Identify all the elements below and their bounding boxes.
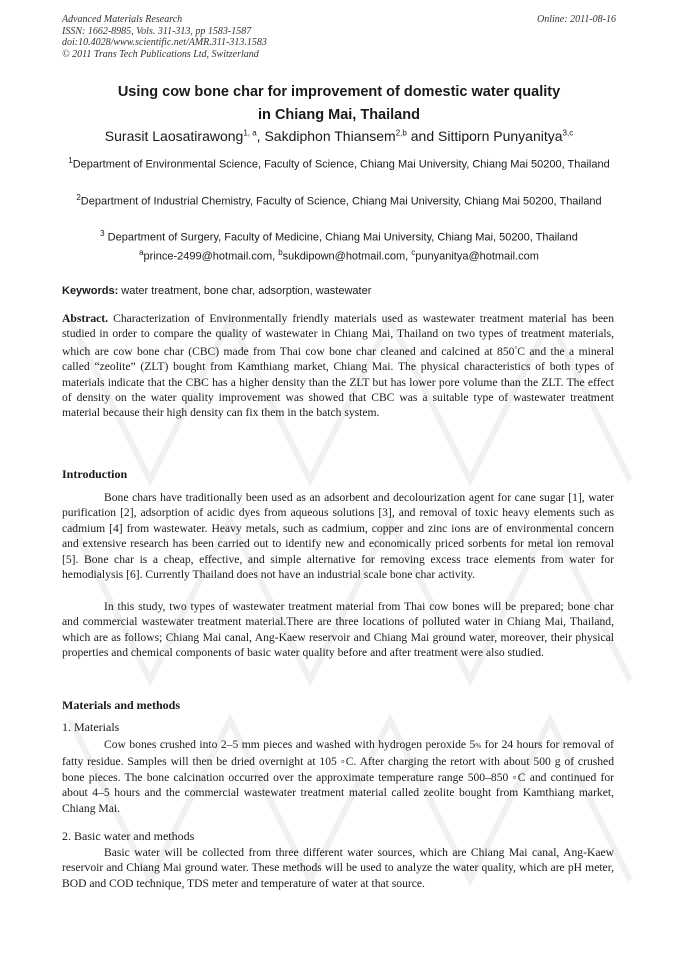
keywords-label: Keywords:	[62, 285, 119, 297]
author-name: Surasit Laosatirawong	[104, 128, 244, 144]
materials-subheading: 1. Materials	[62, 720, 120, 734]
online-date: Online: 2011-08-16	[537, 14, 616, 25]
materials-text-part2: for 24 hours for removal of fatty residue. Samples will then be dried overnight at 105 ◦C. After charging the retort with about 500 g of crushed bone pieces. The bone calcination occurred over the approximate temperature range 500–850 ◦C and continued for about 4–5 hours and the commercial wastewater treatment material called zeolite bought from Kamthiang market, Chiang Mai.	[62, 738, 614, 815]
paper-title-line-1: Using cow bone char for improvement of domestic water quality	[117, 84, 561, 100]
affiliation-text: Department of Environmental Science, Faculty of Science, Chiang Mai University, Chiang Mai 50200, Thailand	[72, 158, 610, 171]
email-link[interactable]: prince-2499@hotmail.com,	[143, 250, 279, 263]
author-emails	[62, 248, 616, 263]
basic-water-paragraph: Basic water will be collected from three different water sources, which are Chiang Mai canal, Ang-Kaew reservoir and Chiang Mai ground water. These methods will be used to analyze the water quality, which are pH meter, BOD and COD technique, TDS meter and temperature of water at that source.	[62, 846, 614, 890]
paper-title-line-2: in Chiang Mai, Thailand	[258, 107, 420, 123]
introduction-paragraph-2: In this study, two types of wastewater treatment material from Thai cow bones will be prepared; bone char and commercial wastewater treatment material.There are three locations of polluted water in Chiang Mai, Thailand, which are as follows; Chiang Mai canal, Ang-Kaew reservoir and Chiang Mai ground water, moreover, their physical properties and chemical components of basic water quality before and after treatment were also studied.	[62, 600, 614, 660]
keywords-text: water treatment, bone char, adsorption, wastewater	[118, 285, 372, 297]
author-name: Sittiporn Punyanitya	[438, 128, 563, 144]
abstract	[62, 311, 614, 421]
materials-text-part1: Cow bones crushed into 2–5 mm pieces and washed with hydrogen peroxide 5	[104, 738, 476, 751]
affiliation-mark: 1	[68, 156, 73, 165]
email-mark: a	[139, 248, 144, 257]
copyright-line: © 2011 Trans Tech Publications Ltd, Switzerland	[62, 48, 259, 60]
affiliation-1	[62, 153, 616, 173]
email-mark: c	[411, 248, 416, 257]
affiliation-2	[62, 190, 616, 210]
doi-line: doi:10.4028/www.scientific.net/AMR.311-313.1583	[62, 37, 267, 48]
issn-line: ISSN: 1662-8985, Vols. 311-313, pp 1583-1587	[62, 25, 252, 37]
journal-header	[62, 14, 267, 60]
author-separator: ,	[256, 128, 265, 144]
degree-sign: °	[514, 344, 518, 353]
abstract-label: Abstract.	[62, 312, 109, 325]
abstract-text-part1: Characterization of Environmentally friendly materials used as wastewater treatment material has been studied in order to compare the quality of wastewater in Chiang Mai, Thailand on two types of treatment materials, which are cow bone char (CBC) made from Thai cow bone char cleaned and calcined at 850	[62, 312, 614, 358]
methods-heading: Materials and methods	[62, 698, 180, 712]
affiliation-3	[62, 226, 616, 246]
affiliation-mark: 3	[100, 229, 105, 238]
author-affiliation-mark: 3,c	[562, 128, 574, 138]
keywords	[62, 285, 371, 297]
percent-sign: %	[475, 742, 482, 750]
email-link[interactable]: sukdipown@hotmail.com,	[282, 250, 412, 263]
author-conjunction: and	[406, 128, 438, 144]
materials-paragraph	[62, 737, 614, 816]
basic-water-subheading: 2. Basic water and methods	[62, 829, 195, 843]
author-affiliation-mark: 2,b	[395, 128, 407, 138]
author-name: Sakdiphon Thiansem	[264, 128, 396, 144]
journal-name: Advanced Materials Research	[62, 14, 183, 25]
author-list	[62, 128, 616, 144]
affiliation-mark: 2	[76, 193, 81, 202]
author-affiliation-mark: 1, a	[243, 128, 257, 138]
affiliation-text: Department of Surgery, Faculty of Medicine, Chiang Mai University, Chiang Mai, 50200, Thailand	[104, 231, 578, 244]
abstract-text-part2: C and the a mineral called “zeolite” (ZLT) bought from Kamthiang market, Chiang Mai. The physical characteristics of both types of materials indicate that the CBC has a higher density than the ZLT but has lower pore volume than the ZLT. The effect of density on the water quality improvement was showed that CBC was a suitable type of wastewater treatment material because their high density can fix them in the batch system.	[62, 344, 614, 420]
introduction-paragraph-1: Bone chars have traditionally been used as an adsorbent and decolourization agent for cane sugar [1], water purification [2], adsorption of acidic dyes from aqueous solutions [3], and removal of toxic heavy elements such as cadmium [4] from wastewater. Heavy metals, such as cadmium, copper and zinc ions are of environmental concern and extensive research has been carried out to identify new and economically priced sorbents for metal ion removal [5]. Bone char is a cheap, effective, and simple alternative for removing excess trace elements from water for hemodialysis [6]. Currently Thailand does not have an industrial scale bone char activity.	[62, 491, 614, 582]
email-mark: b	[278, 248, 283, 257]
introduction-heading: Introduction	[62, 467, 128, 481]
email-link[interactable]: punyanitya@hotmail.com	[415, 250, 539, 263]
affiliation-text: Department of Industrial Chemistry, Faculty of Science, Chiang Mai University, Chiang Mai 50200, Thailand	[80, 195, 602, 208]
